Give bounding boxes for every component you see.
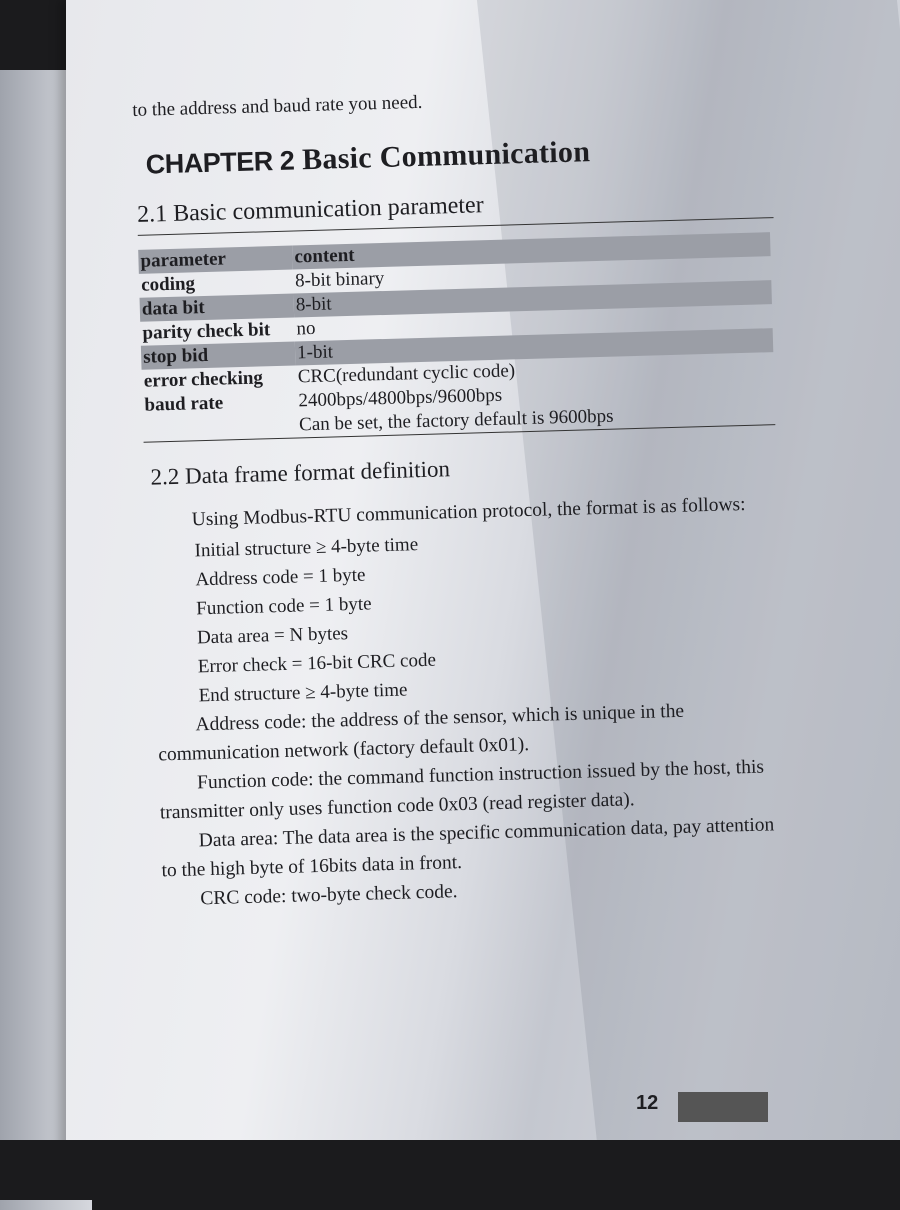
list-item: Data area = N bytes	[196, 623, 349, 649]
section-heading-2-2	[150, 447, 780, 491]
description-paragraph: CRC code: two-byte check code.	[200, 881, 458, 910]
param-cell: parity check bit	[142, 319, 271, 344]
param-cell: coding	[140, 273, 196, 296]
frame-format-list	[194, 520, 787, 710]
protocol-paragraph: Using Modbus-RTU communication protocol, the format is as follows:	[191, 493, 746, 531]
page-number: 12	[636, 1092, 659, 1114]
param-cell	[143, 413, 298, 442]
section-title: Data frame format definition	[184, 456, 451, 489]
param-cell: data bit	[140, 294, 295, 322]
header-content: content	[292, 232, 770, 269]
content-cell: CRC(redundant cyclic code)	[297, 360, 516, 388]
footer-bar	[678, 1092, 768, 1122]
intro-text: to the address and baud rate you need.	[131, 91, 423, 121]
section-number: 2.2	[150, 463, 180, 490]
description-paragraph: Function code: the command function instruction issued by the host, this transmitter only uses function code 0x03 (read register data).	[159, 756, 765, 824]
description-paragraph: Data area: The data area is the specific communication data, pay attention to the high byte of 16bits data in front.	[161, 814, 775, 882]
section-number: 2.1	[136, 201, 168, 228]
param-cell: error checking	[143, 367, 264, 392]
list-item: Function code = 1 byte	[195, 593, 372, 620]
list-item: Error check = 16-bit CRC code	[197, 649, 437, 678]
content-cell: 8-bit	[293, 280, 771, 317]
page-content	[130, 82, 793, 915]
section-heading-2-1	[137, 184, 774, 236]
content-cell: 2400bps/4800bps/9600bps	[298, 384, 503, 412]
list-item: Initial structure ≥ 4-byte time	[194, 534, 419, 562]
header-parameter: parameter	[138, 246, 293, 274]
param-cell: baud rate	[144, 392, 224, 416]
content-cell: no	[296, 317, 316, 340]
list-item: End structure ≥ 4-byte time	[198, 679, 408, 707]
chapter-label: CHAPTER 2	[145, 145, 295, 180]
chapter-heading	[145, 130, 772, 181]
section-title: Basic communication parameter	[172, 192, 484, 227]
list-item: Address code = 1 byte	[195, 564, 366, 591]
description-paragraph: Address code: the address of the sensor, which is unique in the communication network (factory default 0x01).	[158, 700, 685, 766]
content-cell: Can be set, the factory default is 9600bps	[297, 400, 775, 438]
background-surface	[0, 1140, 900, 1200]
parameter-table	[138, 232, 775, 443]
content-cell: 1-bit	[295, 328, 773, 365]
param-cell: stop bid	[141, 341, 296, 369]
chapter-title: Basic Communication	[301, 135, 591, 177]
content-cell: 8-bit binary	[294, 267, 385, 292]
